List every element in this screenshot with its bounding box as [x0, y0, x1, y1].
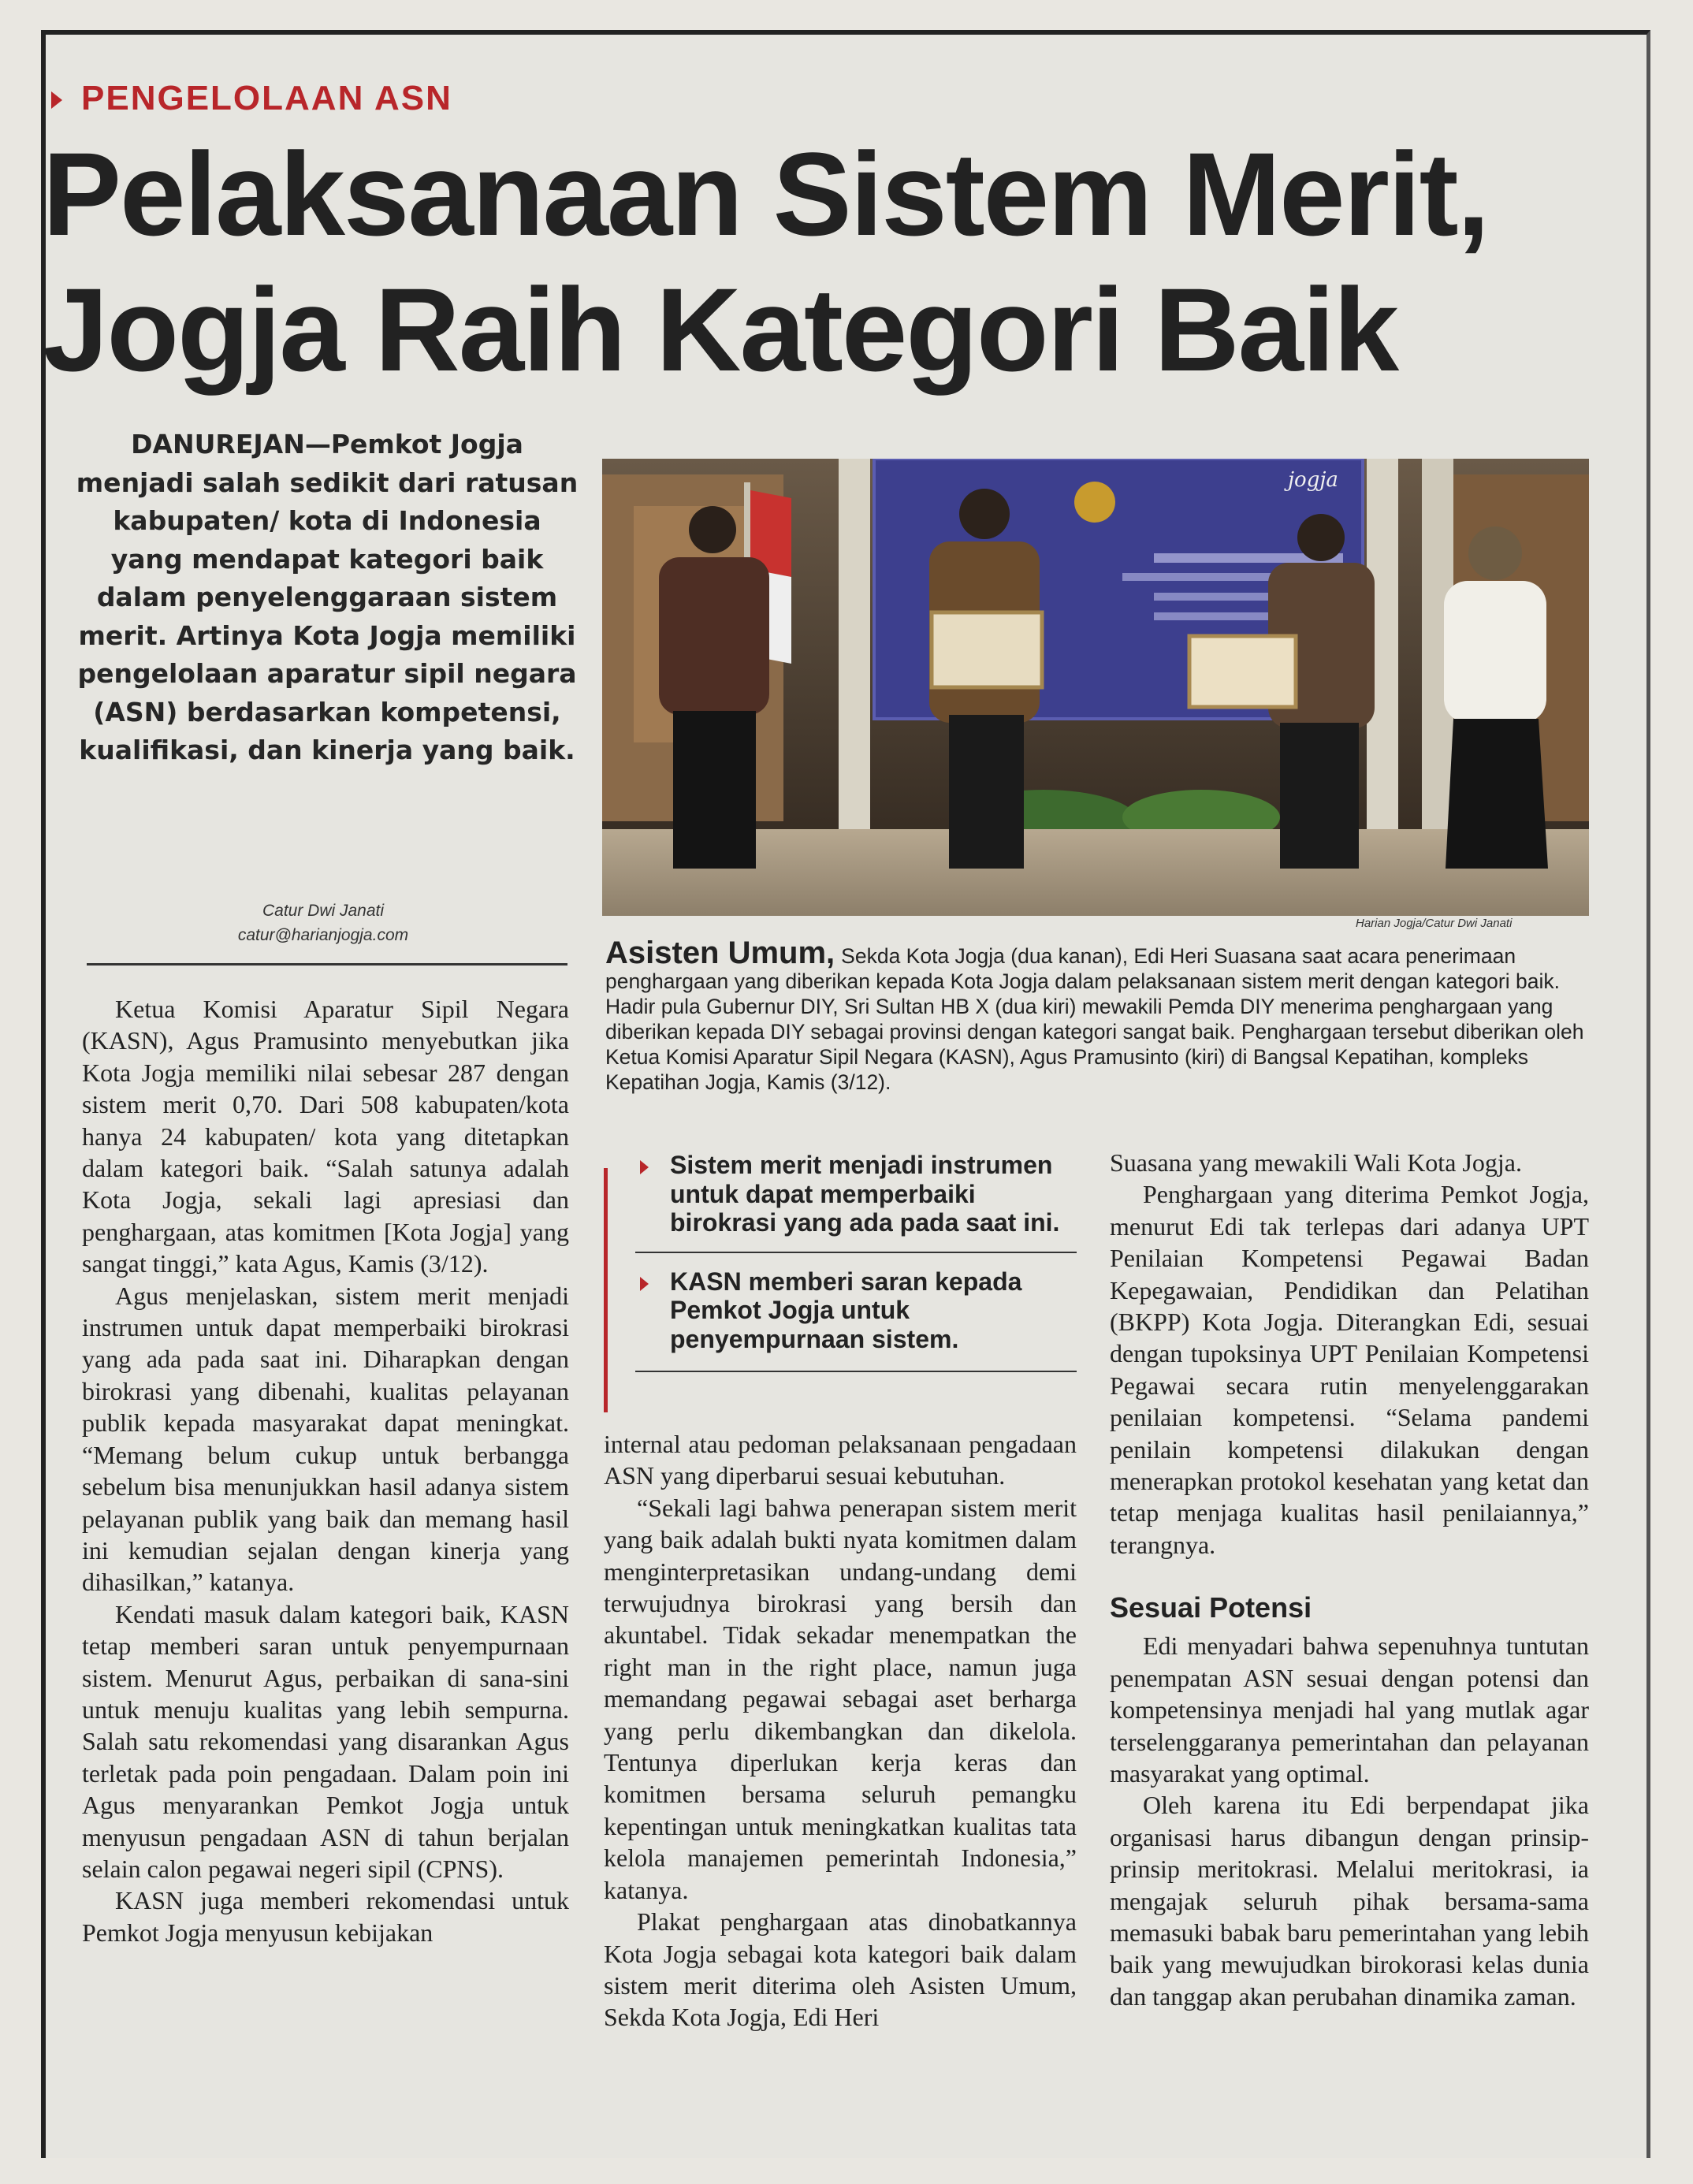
caption-head: Asisten Umum, [605, 936, 835, 970]
paragraph: Penghargaan yang diterima Pemkot Jogja, menurut Edi tak terlepas dari adanya UPT Penilaian Kompetensi Pegawai Badan Kepegawaian, Pendidikan dan Pelatihan (BKPP) Kota Jogja. Diterangkan Edi, sesuai dengan tupoksinya UPT Penilaian Kompetensi Pegawai secara rutin menyelenggarakan penilaian kompetensi. “Selama pandemi penilain kompetensi dilakukan dengan menerapkan protokol kesehatan yang ketat dan tetap menjaga kualitas hasil penilaiannya,” terangnya. [1110, 1180, 1589, 1559]
pull-quote-text: Sistem merit menjadi instrumen untuk dapat memperbaiki birokrasi yang ada pada saat ini. [670, 1151, 1060, 1237]
article-column-3 [1110, 1147, 1589, 2012]
headline [43, 126, 1540, 397]
pull-quote-item [604, 1151, 1077, 1237]
paragraph: Edi menyadari bahwa sepenuhnya tuntutan penempatan ASN sesuai dengan potensi dan kompetensinya menjadi hal yang mutlak agar terselenggaranya pemerintahan dan pelayanan masyarakat yang optimal. [1110, 1631, 1589, 1788]
paragraph: Suasana yang mewakili Wali Kota Jogja. [1110, 1148, 1522, 1177]
article-photo [602, 459, 1589, 916]
banner-brand: jogja [1288, 468, 1338, 492]
subheading: Sesuai Potensi [1110, 1591, 1312, 1624]
paragraph: Plakat penghargaan atas dinobatkannya Kota Jogja sebagai kota kategori baik dalam sistem merit diterima oleh Asisten Umum, Sekda Kota Jogja, Edi Heri [604, 1907, 1077, 2032]
paragraph: “Sekali lagi bahwa penerapan sistem merit yang baik adalah bukti nyata komitmen dalam menginterpretasikan undang-undang demi terwujudnya birokrasi yang bersih dan akuntabel. Tidak sekadar menempatkan the right man in the right place, namun juga memandang pegawai sebagai aset berharga yang perlu dikembangkan dan dikelola. Tentunya diperlukan kerja keras dan komitmen bersama seluruh pemangku kepentingan untuk meningkatkan kualitas tata kelola manajemen pemerintah Indonesia,” katanya. [604, 1493, 1077, 1904]
byline-name: Catur Dwi Janati [262, 902, 385, 920]
pull-quote-divider [635, 1252, 1077, 1253]
pull-quote-item [604, 1267, 1077, 1354]
pull-quote-divider [635, 1371, 1077, 1372]
kicker-label: PENGELOLAAN ASN [81, 79, 452, 117]
paragraph: internal atau pedoman pelaksanaan pengadaan ASN yang diperbarui sesuai kebutuhan. [604, 1430, 1077, 1490]
headline-line-1: Pelaksanaan Sistem Merit, [43, 128, 1489, 260]
paragraph: Agus menjelaskan, sistem merit menjadi instrumen untuk dapat memperbaiki birokrasi yang ada pada saat ini. Diharapkan dengan birokrasi yang dibenahi, kualitas pelayanan publik kepada masyarakat dapat meningkat. “Memang belum cukup untuk berbangga sebelum bisa menunjukkan hasil adanya sistem pelayanan publik yang baik dan memang hasil ini kemudian sejalan dengan kinerja yang dihasilkan,” katanya. [82, 1281, 569, 1597]
divider [87, 963, 567, 965]
lead-paragraph: DANUREJAN—Pemkot Jogja menjadi salah sedikit dari ratusan kabupaten/ kota di Indonesia yang mendapat kategori baik dalam penyelenggaraan sistem merit. Artinya Kota Jogja memiliki pengelolaan aparatur sipil negara (ASN) berdasarkan kompetensi, kualifikasi, dan kinerja yang baik. [76, 429, 579, 765]
caption-text: Sekda Kota Jogja (dua kanan), Edi Heri Suasana saat acara penerimaan penghargaan yang diberikan kepada Kota Jogja dalam pelaksanaan sistem merit dengan kategori baik. Hadir pula Gubernur DIY, Sri Sultan HB X (dua kiri) mewakili Pemda DIY menerima penghargaan yang diberikan kepada DIY sebagai provinsi dengan kategori sangat baik. Penghargaan tersebut diberikan oleh Ketua Komisi Aparatur Sipil Negara (KASN), Agus Pramusinto (kiri) di Bangsal Kepatihan, kompleks Kepatihan Jogja, Kamis (3/12). [605, 944, 1584, 1094]
article-column-1 [82, 993, 569, 1948]
paragraph: KASN juga memberi rekomendasi untuk Pemkot Jogja menyusun kebijakan [82, 1886, 569, 1947]
paragraph: Oleh karena itu Edi berpendapat jika organisasi harus dibangun dengan prinsip-prinsip meritokrasi. Melalui meritokrasi, ia mengajak seluruh pihak bersama-sama memasuki babak baru pemerintahan yang lebih baik yang mewujudkan birokorasi kelas dunia dan tanggap akan perubahan dinamika zaman. [1110, 1791, 1589, 2011]
pull-quote-text: KASN memberi saran kepada Pemkot Jogja untuk penyempurnaan sistem. [670, 1267, 1022, 1353]
paragraph: Ketua Komisi Aparatur Sipil Negara (KASN), Agus Pramusinto menyebutkan jika Kota Jogja memiliki nilai sebesar 287 dengan sistem merit 0,70. Dari 508 kabupaten/kota hanya 24 kabupaten/ kota yang ditetapkan dalam kategori baik. “Salah satunya adalah Kota Jogja, sekali lagi apresiasi dan penghargaan, atas komitmen [Kota Jogja] yang sangat tinggi,” kata Agus, Kamis (3/12). [82, 995, 569, 1278]
paragraph: Kendati masuk dalam kategori baik, KASN tetap memberi saran untuk penyempurnaan sistem. Menurut Agus, perbaikan di sana-sini untuk menuju kualitas yang lebih sempurna. Salah satu rekomendasi yang disarankan Agus terletak pada poin pengadaan. Dalam poin ini Agus menyarankan Pemkot Jogja untuk menyusun pengadaan ASN di tahun berjalan selain calon pegawai negeri sipil (CPNS). [82, 1599, 569, 1883]
photo-credit: Harian Jogja/Catur Dwi Janati [1356, 917, 1513, 930]
pull-quote-box [604, 1151, 1077, 1372]
byline-email: catur@harianjogja.com [237, 926, 409, 944]
photo-caption [605, 936, 1591, 1095]
triangle-bullet-icon [51, 91, 62, 109]
triangle-bullet-icon [640, 1160, 649, 1174]
article-column-2 [604, 1428, 1077, 2033]
headline-line-2: Jogja Raih Kategori Baik [43, 263, 1398, 396]
section-kicker [51, 79, 452, 118]
triangle-bullet-icon [640, 1277, 649, 1291]
byline [205, 899, 441, 947]
